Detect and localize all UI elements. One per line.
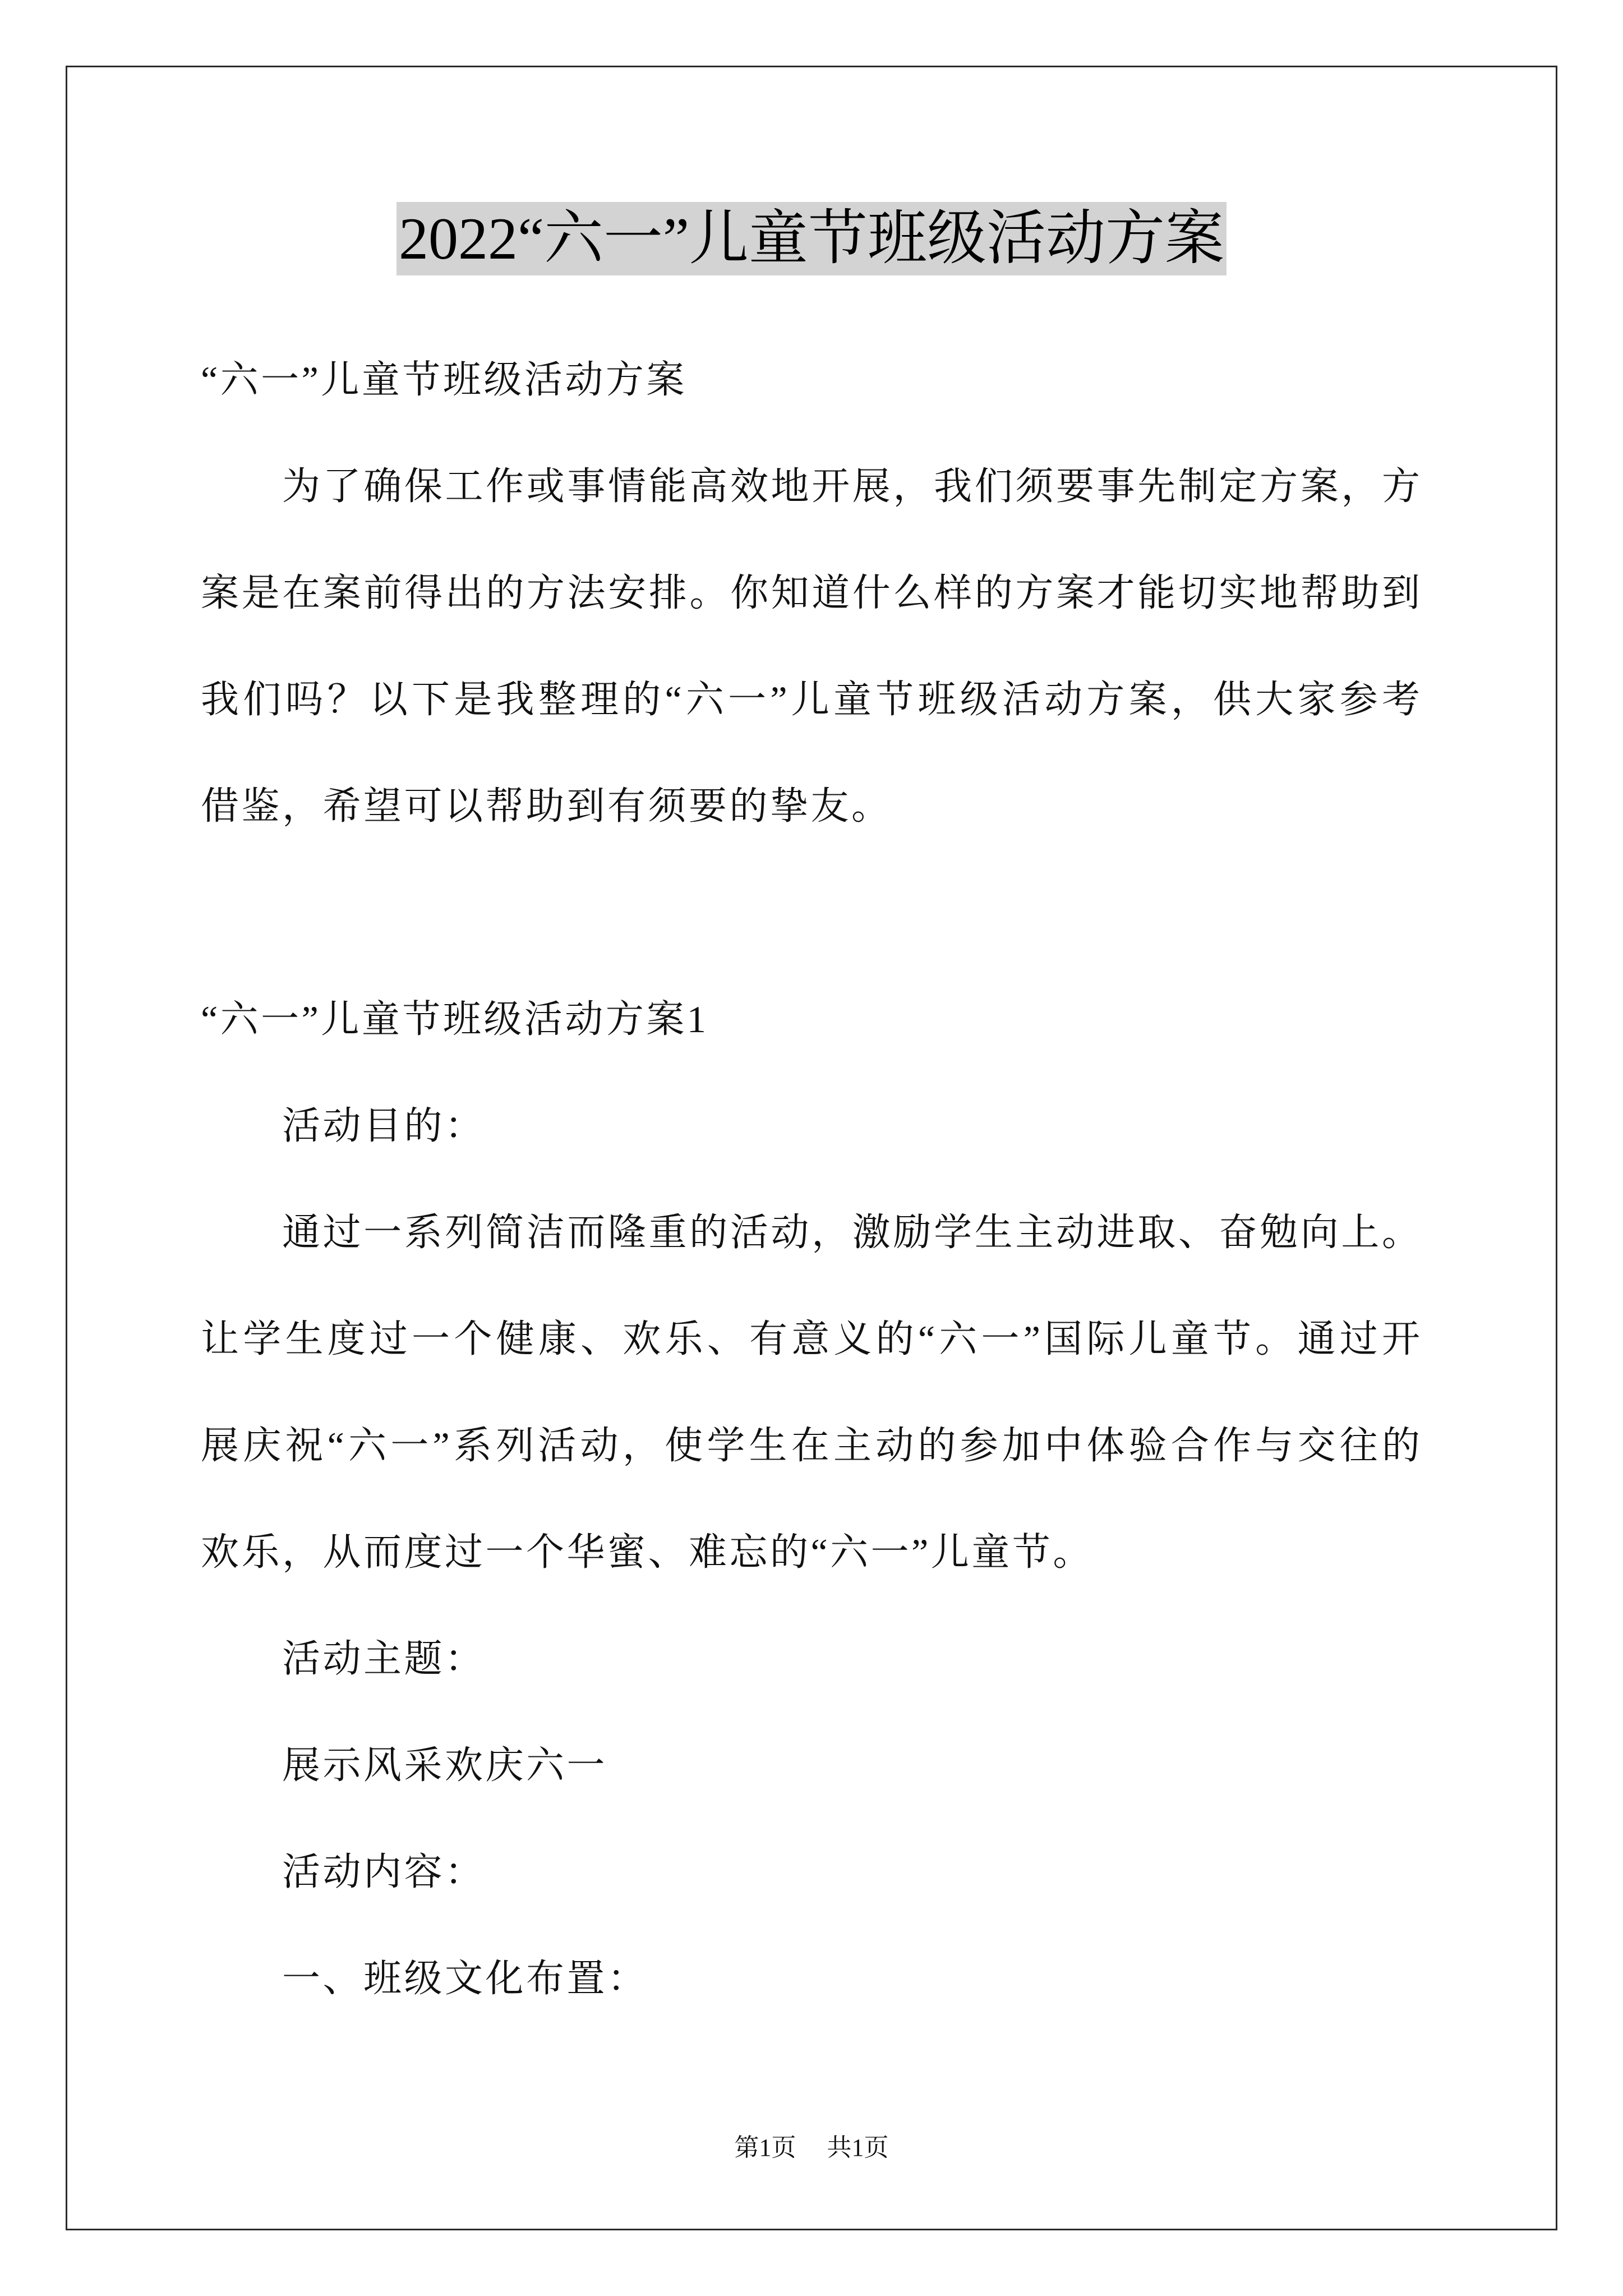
purpose-line: 让学生度过一个健康、欢乐、有意义的“六一”国际儿童节。通过开: [201, 1318, 1421, 1360]
document-title: 2022“六一”儿童节班级活动方案: [396, 202, 1227, 275]
content-label: 活动内容：: [282, 1851, 486, 1893]
purpose-line: 欢乐，从而度过一个华蜜、难忘的“六一”儿童节。: [201, 1531, 1094, 1573]
purpose-line: 通过一系列简洁而隆重的活动，激励学生主动进取、奋勉向上。: [282, 1211, 1421, 1254]
intro-line: 为了确保工作或事情能高效地开展，我们须要事先制定方案，方: [282, 465, 1421, 508]
blank-line: [201, 859, 1421, 966]
purpose-label: 活动目的：: [282, 1105, 486, 1147]
title-block: [0, 202, 1623, 275]
document-heading: “六一”儿童节班级活动方案: [201, 358, 687, 401]
intro-line: 借鉴，希望可以帮助到有须要的挚友。: [201, 785, 892, 827]
intro-line: 案是在案前得出的方法安排。你知道什么样的方案才能切实地帮助到: [201, 572, 1421, 614]
content-item: 一、班级文化布置：: [282, 1957, 648, 2000]
purpose-line: 展庆祝“六一”系列活动，使学生在主动的参加中体验合作与交往的: [201, 1424, 1421, 1467]
theme-text: 展示风采欢庆六一: [282, 1744, 608, 1787]
document-body: [201, 326, 1421, 2032]
page-footer: [0, 2131, 1623, 2165]
intro-line: 我们吗？以下是我整理的“六一”儿童节班级活动方案，供大家参考: [201, 678, 1421, 721]
theme-label: 活动主题：: [282, 1637, 486, 1680]
page-number: 第1页: [734, 2134, 796, 2161]
page-total: 共1页: [827, 2134, 889, 2161]
section-title: “六一”儿童节班级活动方案1: [201, 998, 709, 1041]
